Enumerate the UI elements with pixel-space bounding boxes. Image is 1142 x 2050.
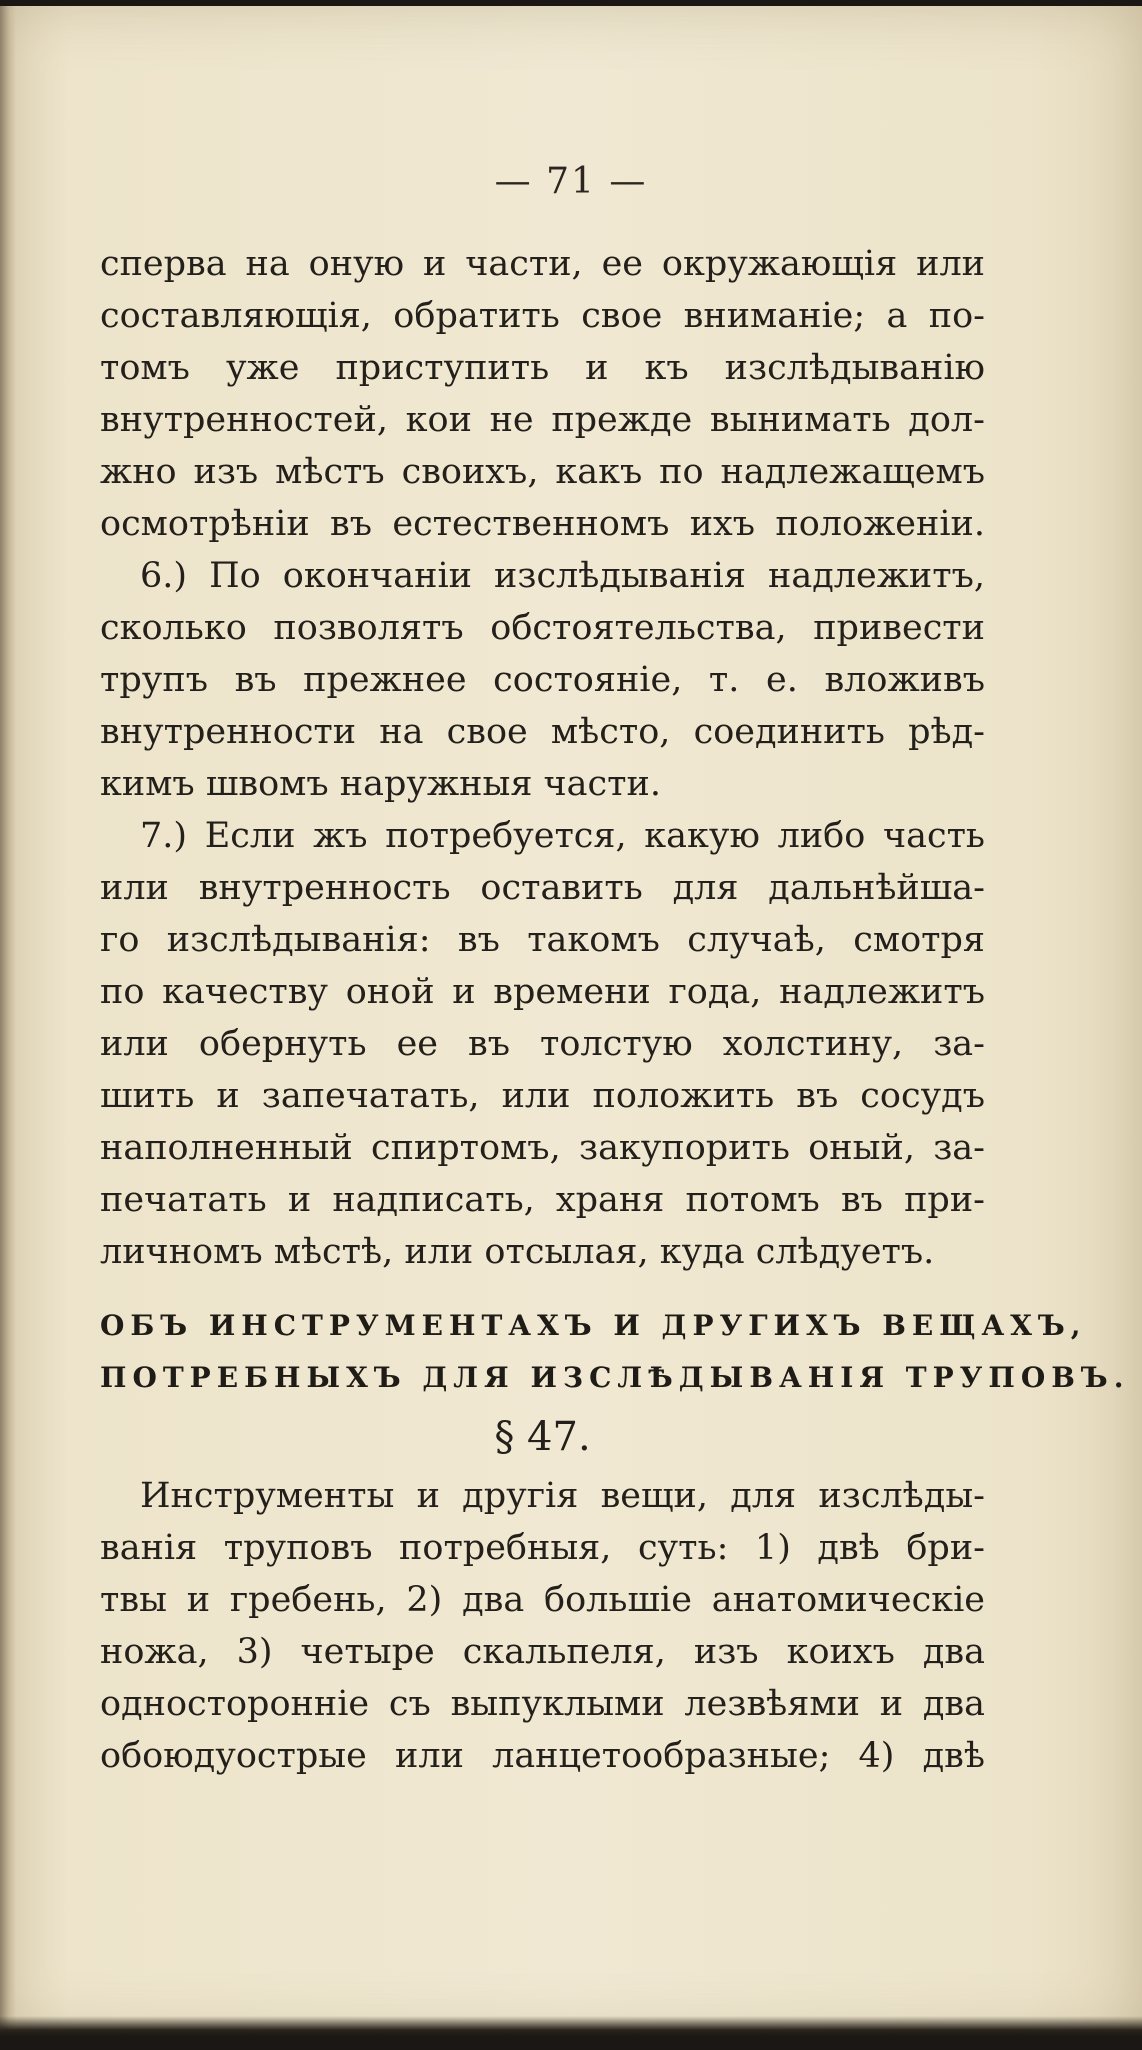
text-line: ванія труповъ потребныя, суть: 1) двѣ бри-	[100, 1528, 985, 1568]
page-body	[100, 238, 1130, 1782]
text-line: 7.) Если жъ потребуется, какую либо часть	[140, 816, 985, 856]
paragraph-continued	[100, 238, 985, 550]
text-line: личномъ мѣстѣ, или отсылая, куда слѣдуетъ.	[100, 1232, 935, 1272]
heading-line: ОБЪ ИНСТРУМЕНТАХЪ И ДРУГИХЪ ВЕЩАХЪ,	[100, 1309, 1087, 1342]
page-bottom-edge	[0, 2016, 1142, 2036]
text-line: наполненный спиртомъ, закупорить оный, за-	[100, 1128, 985, 1168]
text-line: твы и гребень, 2) два большіе анатомическіе	[100, 1580, 985, 1620]
text-line: внутренностей, кои не прежде вынимать дол-	[100, 400, 985, 440]
heading-line: ПОТРЕБНЫХЪ ДЛЯ ИЗСЛѢДЫВАНІЯ ТРУПОВЪ.	[100, 1361, 1130, 1394]
paragraph-47	[100, 1470, 985, 1782]
text-line: сперва на оную и части, ее окружающія или	[100, 244, 985, 284]
text-line: осмотрѣніи въ естественномъ ихъ положеніи.	[100, 504, 985, 544]
paragraph-6	[100, 550, 985, 810]
text-line: 6.) По окончаніи изслѣдыванія надлежитъ,	[140, 556, 985, 596]
text-line: ножа, 3) четыре скальпеля, изъ коихъ два	[100, 1632, 985, 1672]
text-line: или внутренность оставить для дальнѣйша-	[100, 868, 985, 908]
text-line: томъ уже приступить и къ изслѣдыванію	[100, 348, 985, 388]
text-line: по качеству оной и времени года, надлежитъ	[100, 972, 985, 1012]
section-number: § 47.	[494, 1414, 591, 1460]
page-number: — 71 —	[494, 161, 648, 202]
text-line: сколько позволятъ обстоятельства, привести	[100, 608, 985, 648]
text-line: односторонніе съ выпуклыми лезвѣями и два	[100, 1684, 985, 1724]
text-line: жно изъ мѣстъ своихъ, какъ по надлежащемъ	[100, 452, 985, 492]
text-line: го изслѣдыванія: въ такомъ случаѣ, смотря	[100, 920, 985, 960]
paragraph-7	[100, 810, 985, 1278]
text-line: трупъ въ прежнее состояніе, т. е. вложивъ	[100, 660, 985, 700]
chapter-heading	[100, 1300, 1130, 1404]
book-page	[0, 6, 1142, 2036]
text-line: или обернуть ее въ толстую холстину, за-	[100, 1024, 985, 1064]
book-spine-shadow	[0, 6, 16, 2036]
text-line: составляющія, обратить свое вниманіе; а по-	[100, 296, 985, 336]
text-line: обоюдуострые или ланцетообразные; 4) двѣ	[100, 1736, 985, 1776]
text-line: кимъ швомъ наружныя части.	[100, 764, 661, 804]
text-line: шить и запечатать, или положить въ сосудъ	[100, 1076, 985, 1116]
text-line: Инструменты и другія вещи, для изслѣды-	[140, 1476, 985, 1516]
text-line: печатать и надписать, храня потомъ въ при-	[100, 1180, 985, 1220]
text-line: внутренности на свое мѣсто, соединить рѣд-	[100, 712, 985, 752]
